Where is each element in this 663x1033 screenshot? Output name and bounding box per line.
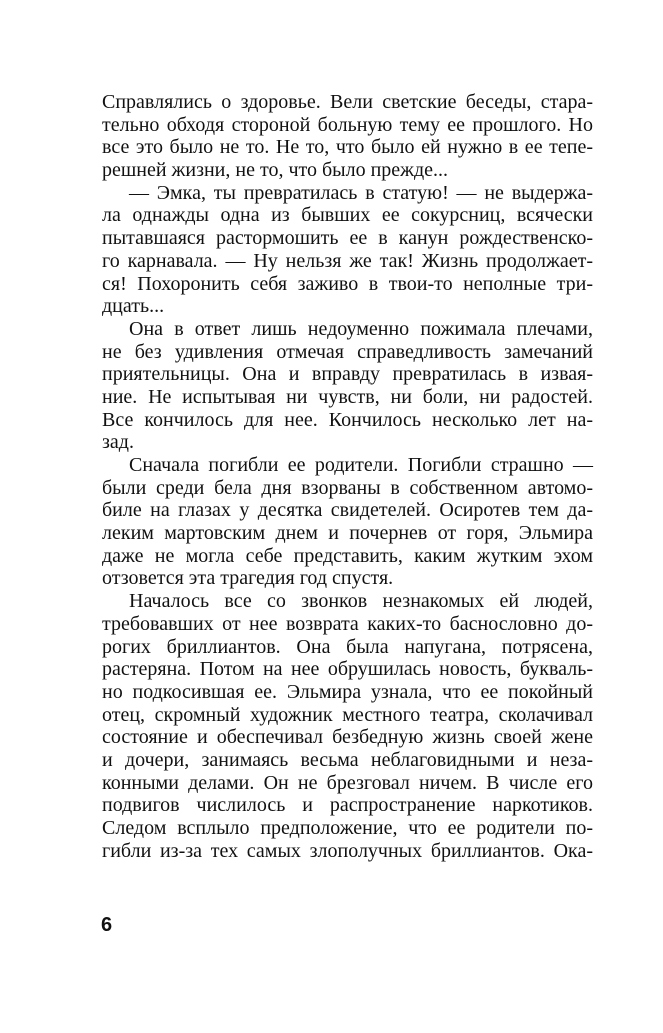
- text-line: не без удивления отмечая справедливость замечаний: [102, 340, 593, 363]
- text-line: Сначала погибли ее родители. Погибли страшно —: [129, 454, 593, 476]
- text-line: даже не могла себе представить, каким жутким эхом: [102, 544, 593, 567]
- text-line: подвигов числилось и распространение наркотиков.: [102, 794, 593, 817]
- text-line: отзовется эта трагедия год спустя.: [102, 567, 394, 590]
- text-line: отец, скромный художник местного театра, сколачивал: [102, 703, 593, 726]
- text-line: приятельницы. Она и вправду превратилась в извая-: [102, 363, 593, 386]
- text-line: состояние и обеспечивал безбедную жизнь своей жене: [102, 726, 593, 749]
- text-line: требовавших от нее возврата каких-то баснословно до-: [102, 612, 593, 635]
- text-line: Началось все со звонков незнакомых ей людей,: [129, 590, 593, 613]
- text-line: леким мартовским днем и почернев от горя, Эльмира: [102, 522, 593, 545]
- text-line: Она в ответ лишь недоуменно пожимала плечами,: [129, 317, 593, 340]
- text-line: — Эмка, ты превратилась в статую! — не выдержа-: [129, 181, 593, 204]
- text-line: го карнавала. — Ну нельзя же так! Жизнь продолжает-: [102, 249, 593, 272]
- text-line: конными делами. Он не брезговал ничем. В числе его: [102, 771, 593, 794]
- text-line: были среди бела дня взорваны в собственном автомо-: [102, 476, 593, 499]
- text-line: гибли из-за тех самых злополучных бриллиантов. Ока-: [102, 839, 593, 862]
- text-line: зад.: [102, 431, 134, 454]
- text-line: ся! Похоронить себя заживо в твои-то неполные три-: [102, 272, 593, 295]
- text-line: и дочери, занимаясь весьма неблаговидными и неза-: [102, 748, 593, 771]
- page-number: 6: [101, 914, 113, 936]
- text-line: Справлялись о здоровье. Вели светские беседы, стара-: [102, 91, 593, 113]
- text-line: пытавшаяся растормошить ее в канун рождественско-: [102, 227, 593, 250]
- text-line: решней жизни, не то, что было прежде...: [102, 159, 449, 182]
- text-line: Следом всплыло предположение, что ее родители по-: [102, 817, 593, 839]
- text-line: ла однажды одна из бывших ее сокурсниц, всячески: [102, 204, 593, 227]
- text-line: рогих бриллиантов. Она была напугана, потрясена,: [102, 635, 593, 658]
- text-line: Все кончилось для нее. Кончилось несколько лет на-: [102, 408, 593, 431]
- text-line: биле на глазах у десятка свидетелей. Осиротев тем да-: [102, 499, 593, 522]
- text-line: все это было не то. Не то, что было ей нужно в ее тепе-: [102, 136, 593, 159]
- text-line: но подкосившая ее. Эльмира узнала, что ее покойный: [102, 680, 593, 703]
- text-line: тельно обходя стороной больную тему ее прошлого. Но: [102, 113, 593, 136]
- text-line: растеряна. Потом на нее обрушилась новость, букваль-: [102, 658, 593, 681]
- body-text: [102, 91, 593, 862]
- text-line: дцать...: [102, 295, 165, 318]
- text-line: ние. Не испытывая ни чувств, ни боли, ни радостей.: [102, 385, 593, 408]
